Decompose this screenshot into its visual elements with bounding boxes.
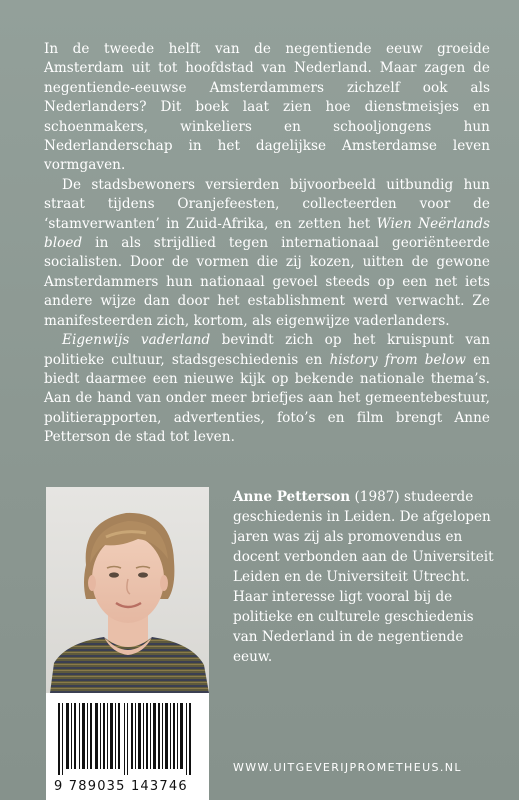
blurb-paragraph-2 bbox=[44, 176, 490, 331]
author-bio-text: (1987) studeerde geschiedenis in Leiden. De afgelopen jaren was zij als promovendus en docent verbonden aan de Universiteit Leiden en de Universiteit Utrecht. Haar interesse ligt vooral bij de politieke en culturele geschiedenis van Nederland in de negentiende eeuw. bbox=[233, 489, 494, 665]
term-emphasis: history from below bbox=[329, 351, 466, 368]
blurb-text: De stadsbewoners versierden bijvoorbeeld uitbundig hun straat tijdens Oranjefeesten, collecteerden voor de ‘stamverwanten’ in Zuid-Afrika, en zetten het bbox=[44, 176, 490, 232]
song-title: Wien Neërlands bloed bbox=[44, 215, 490, 252]
blurb-text: in als strijdlied tegen internationaal georiënteerde socialisten. Door de vormen die zij kozen, uitten de gewone Amsterdammers hun nationaal gevoel steeds op een net iets andere wijze dan door het establishment werd verwacht. Ze manifesteerden zich, kortom, als eigenwijze vaderlanders. bbox=[44, 235, 490, 329]
blurb bbox=[44, 40, 490, 448]
blurb-paragraph-3 bbox=[44, 331, 490, 447]
barcode-bars bbox=[46, 693, 209, 779]
author-bio bbox=[233, 487, 495, 667]
blurb-text: bevindt zich op het kruispunt van politieke cultuur, stadsgeschiedenis en bbox=[44, 332, 491, 368]
author-name: Anne Petterson bbox=[233, 489, 351, 505]
blurb-text: In de tweede helft van de negentiende eeuw groeide Amsterdam uit tot hoofdstad van Nederland. Maar zagen de negentiende-eeuwse Amsterdammers zichzelf ook als Nederlanders? Dit boek laat zien hoe dienstmeisjes en schoenmakers, winkeliers en schooljongens hun Nederlanderschap in het dagelijkse Amsterdamse leven vormgaven. bbox=[44, 41, 490, 174]
isbn-number: 9 789035 143746 bbox=[54, 779, 188, 794]
blurb-text: en biedt daarmee een nieuwe kijk op bekende nationale thema’s. Aan de hand van onder meer briefjes aan het gemeentebestuur, politierapporten, advertenties, foto’s en film brengt Anne Petterson de stad tot leven. bbox=[44, 351, 490, 446]
book-title: Eigenwijs vaderland bbox=[62, 332, 211, 349]
publisher-website[interactable]: WWW.UITGEVERIJPROMETHEUS.NL bbox=[233, 761, 462, 774]
author-photo bbox=[46, 487, 209, 693]
barcode bbox=[46, 693, 209, 800]
blurb-paragraph-1 bbox=[44, 40, 490, 176]
